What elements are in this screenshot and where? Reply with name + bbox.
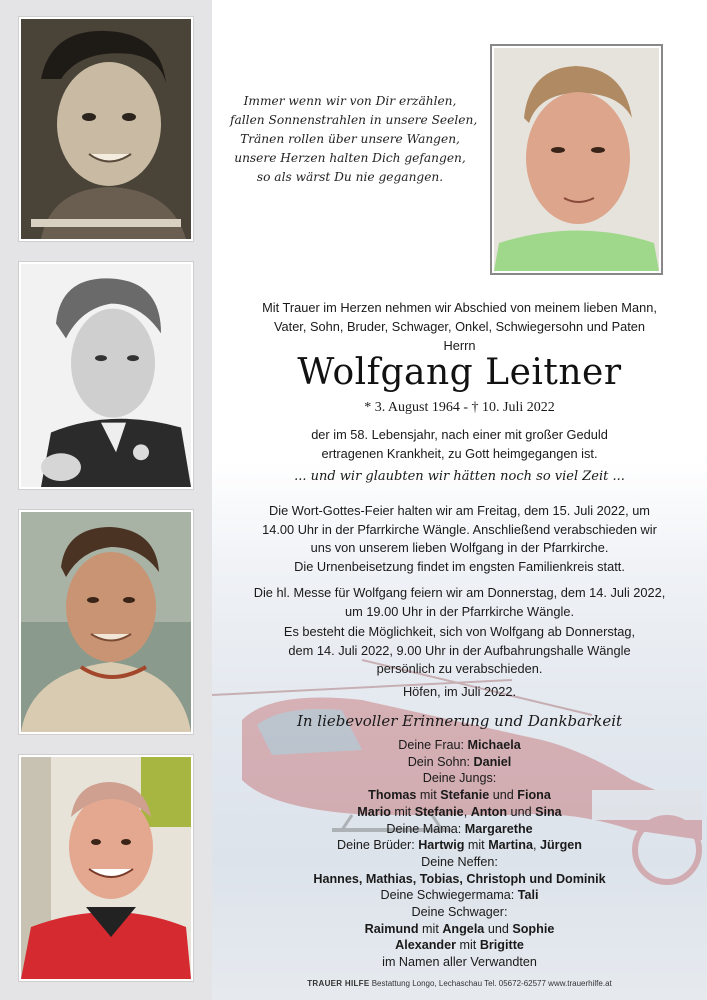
conj: mit (464, 838, 489, 853)
name: Michaela (467, 738, 521, 752)
poem-line: Tränen rollen über unsere Wangen, (240, 132, 460, 146)
name: Alexander (395, 938, 457, 953)
family-row-boy2 (222, 804, 697, 821)
paragraph-line: Die Urnenbeisetzung findet im engsten Familienkreis statt. (294, 559, 625, 574)
intro-text (222, 298, 697, 355)
family-row-bil2 (222, 937, 697, 954)
name: Sophie (512, 921, 555, 936)
conj: und (484, 921, 513, 936)
quote: ... und wir glaubten wir hätten noch so viel Zeit ... (294, 469, 625, 484)
paragraph-line: dem 14. Juli 2022, 9.00 Uhr in der Aufbahrungshalle Wängle (288, 642, 631, 658)
mass-paragraph (222, 584, 697, 621)
conj: mit (416, 788, 441, 803)
name: Hannes, Mathias, Tobias, Christoph und Dominik (313, 871, 606, 886)
name: Jürgen (539, 838, 582, 853)
conj: und (489, 788, 518, 803)
label: Deine Schwiegermama: (380, 888, 518, 903)
intro-line: Mit Trauer im Herzen nehmen wir Abschied von meinem lieben Mann, (262, 300, 657, 315)
family-row-closing: im Namen aller Verwandten (382, 955, 537, 970)
footer-brand: TRAUER HILFE (307, 979, 370, 988)
name: Tali (517, 888, 539, 903)
name: Thomas (368, 788, 417, 803)
name: Raimund (364, 921, 419, 936)
paragraph-line: uns von unserem lieben Wolfgang in der Pfarrkirche. (310, 540, 609, 555)
name: Sina (535, 804, 562, 819)
name: Brigitte (479, 938, 524, 953)
illness-line: ertragenen Krankheit, zu Gott heimgegangen ist. (321, 446, 598, 461)
conj: und (507, 804, 536, 819)
intro-line: Herrn (443, 338, 476, 353)
name: Stefanie (440, 788, 490, 803)
boy-communion-bw-image (21, 264, 191, 487)
family-row-brothers (222, 837, 697, 854)
burial-paragraph (222, 558, 697, 577)
deceased-portrait-image (494, 48, 659, 271)
paragraph-line: persönlich zu verabschieden. (376, 661, 543, 676)
poem-line: unsere Herzen halten Dich gefangen, (234, 151, 466, 165)
family-row-boy1 (222, 787, 697, 804)
illness-text (222, 425, 697, 463)
poem-line: Immer wenn wir von Dir erzählen, (243, 94, 457, 108)
family-list (222, 737, 697, 971)
poem-line: so als wärst Du nie gegangen. (256, 170, 444, 184)
childhood-photo-2 (18, 261, 194, 490)
family-row-nephews (222, 871, 697, 888)
childhood-photo-1 (18, 16, 194, 242)
place-date: Höfen, im Juli 2022. (402, 684, 517, 699)
portrait-photo (490, 44, 663, 275)
memory-heading: In liebevoller Erinnerung und Dankbarkeit (296, 712, 623, 730)
man-smiling-color-image (21, 512, 191, 732)
label: Dein Sohn: (407, 754, 474, 769)
name: Fiona (517, 788, 551, 803)
name: Margarethe (464, 821, 533, 836)
family-row-son (222, 754, 697, 771)
name: Daniel (473, 754, 512, 769)
name: Anton (470, 804, 508, 819)
intro-line: Vater, Sohn, Bruder, Schwager, Onkel, Schwiegersohn und Paten (273, 319, 646, 334)
label: Deine Frau: (398, 738, 468, 752)
poem (230, 92, 478, 187)
paragraph-line: Die Wort-Gottes-Feier halten wir am Freitag, dem 15. Juli 2022, um (269, 503, 650, 518)
paragraph-line: Die hl. Messe für Wolfgang feiern wir am Donnerstag, dem 14. Juli 2022, (253, 585, 666, 600)
service-paragraph (222, 502, 697, 558)
family-row-nephews-label: Deine Neffen: (421, 854, 498, 869)
name: Stefanie (414, 804, 464, 819)
poem-line: fallen Sonnenstrahlen in unsere Seelen, (230, 113, 478, 127)
family-row-mother (222, 821, 697, 838)
label: Deine Mama: (386, 821, 465, 836)
conj: , (532, 838, 540, 853)
family-row-bil1 (222, 921, 697, 938)
family-row-boys-label: Deine Jungs: (422, 771, 497, 786)
footer (222, 978, 697, 990)
adult-photo-2 (18, 754, 194, 982)
man-red-jacket-image (21, 757, 191, 979)
paragraph-line: 14.00 Uhr in der Pfarrkirche Wängle. Anschließend verabschieden wir (262, 521, 657, 537)
life-dates: * 3. August 1964 - † 10. Juli 2022 (364, 400, 555, 415)
family-row-motherinlaw (222, 887, 697, 904)
boy-smiling-sepia-image (21, 19, 191, 239)
conj: mit (456, 938, 480, 953)
paragraph-line: Es besteht die Möglichkeit, sich von Wolfgang ab Donnerstag, (283, 624, 636, 639)
conj: , (463, 804, 471, 819)
name: Mario (357, 804, 391, 819)
illness-line: der im 58. Lebensjahr, nach einer mit großer Geduld (311, 427, 608, 442)
conj: mit (418, 921, 443, 936)
name: Angela (442, 921, 485, 936)
family-row-wife (222, 737, 697, 754)
name: Martina (488, 838, 533, 853)
farewell-paragraph (222, 623, 697, 679)
label: Deine Brüder: (337, 838, 419, 853)
family-row-brotherinlaw-label: Deine Schwager: (411, 905, 508, 920)
footer-text: Bestattung Longo, Lechaschau Tel. 05672-62577 www.trauerhilfe.at (369, 979, 612, 988)
deceased-name: Wolfgang Leitner (297, 352, 622, 393)
paragraph-line: um 19.00 Uhr in der Pfarrkirche Wängle. (344, 603, 575, 619)
conj: mit (390, 804, 415, 819)
name: Hartwig (418, 838, 465, 853)
adult-photo-1 (18, 509, 194, 735)
